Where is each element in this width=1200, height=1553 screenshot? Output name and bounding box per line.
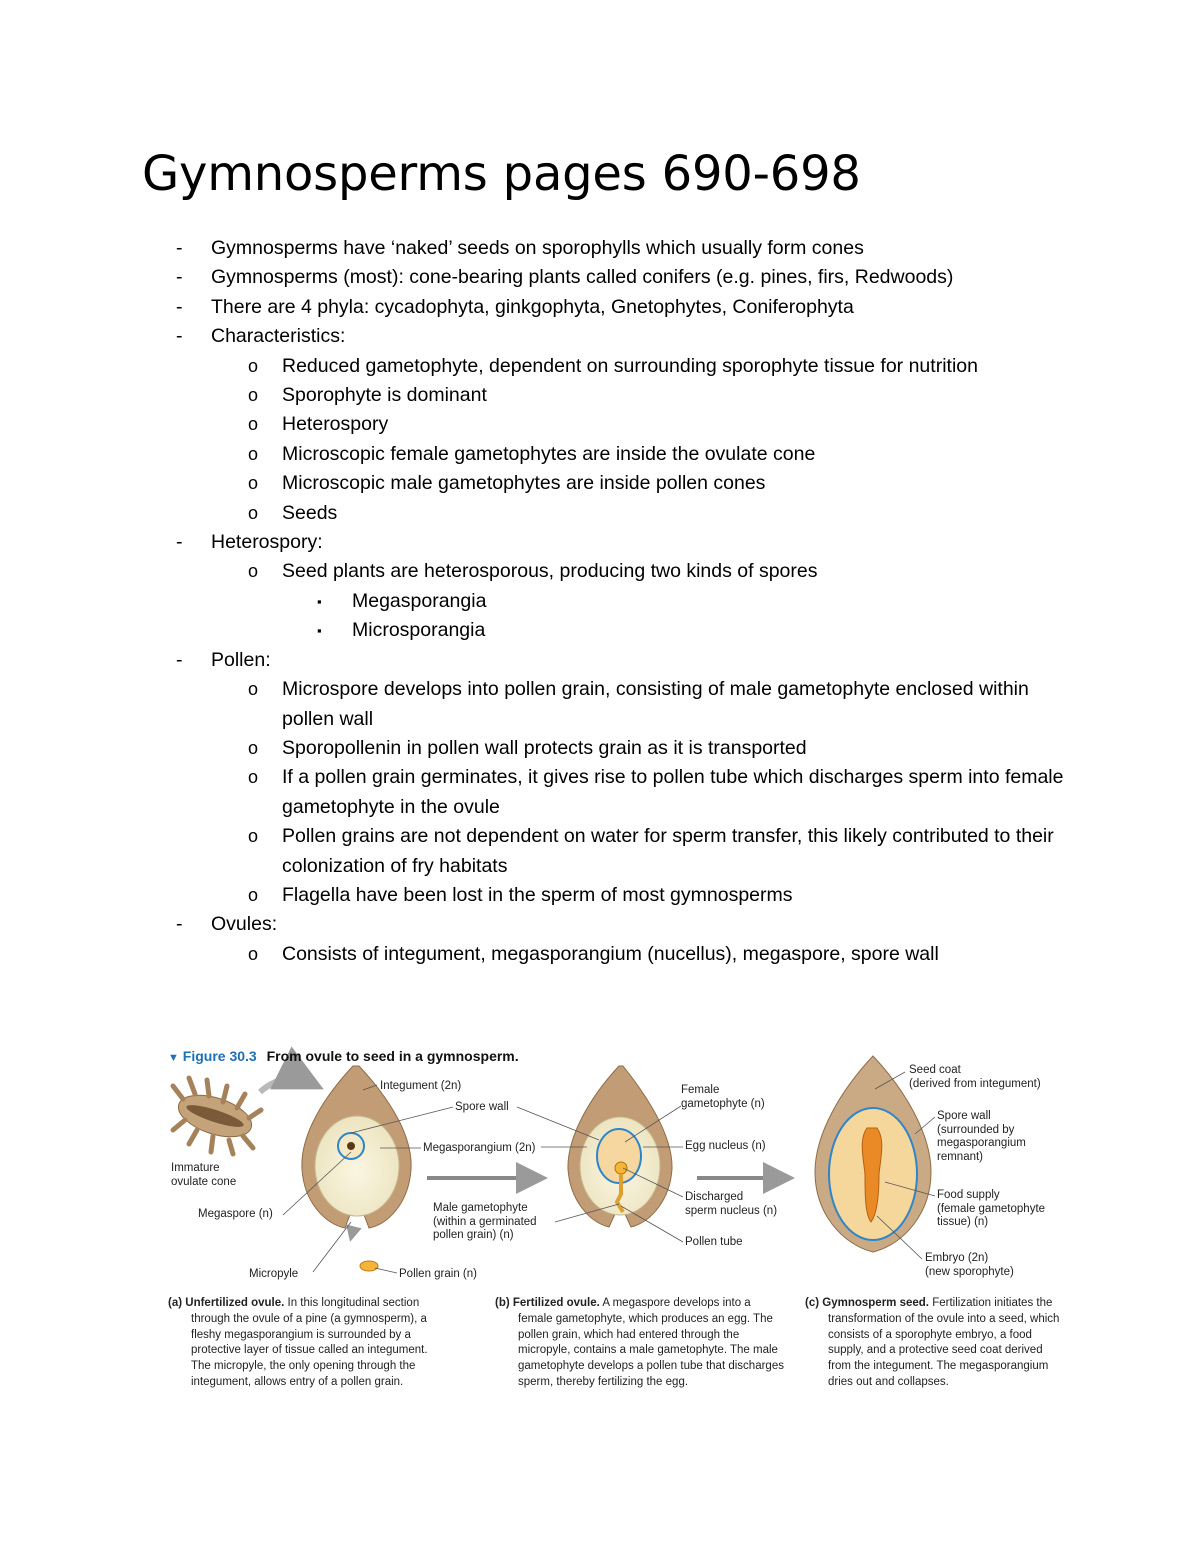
list-item-text: Pollen grains are not dependent on water for sperm transfer, this likely contributed to their colonization of fry habitats [282,825,1054,877]
label-immature-cone: Immature ovulate cone [171,1162,237,1188]
circle-bullet: o [248,943,259,964]
list-item [0,646,1200,675]
list-item [0,616,1200,645]
list-item-text: Consists of integument, megasporangium (nucellus), megaspore, spore wall [282,942,939,965]
list-item-text: There are 4 phyla: cycadophyta, ginkgophyta, Gnetophytes, Coniferophyta [211,295,854,318]
label-megaspore: Megaspore (n) [198,1208,273,1220]
immature-cone-drawing [173,1078,261,1154]
list-item [0,763,1200,822]
circle-bullet: o [248,826,259,847]
list-item-text: Microscopic female gametophytes are inside the ovulate cone [282,442,816,465]
caption-a [168,1296,440,1391]
caption-b-text: A megaspore develops into a female gametophyte, which produces an egg. The pollen grain, which had entered through the micropyle, contains a male gametophyte. The male gametophyte develops a pollen tube that discharges sperm, thereby fertilizing the egg. [518,1297,784,1388]
square-bullet: ▪ [317,593,322,609]
dash-bullet: - [176,295,183,318]
list-item [0,499,1200,528]
list-item [0,528,1200,557]
label-micropyle: Micropyle [249,1268,299,1280]
circle-bullet: o [248,561,259,582]
label-female-gametophyte: Female gametophyte (n) [681,1084,765,1110]
list-item [0,352,1200,381]
list-item [0,910,1200,939]
circle-bullet: o [248,679,259,700]
list-item [0,587,1200,616]
list-item-text: Gymnosperms have ‘naked’ seeds on sporophylls which usually form cones [211,237,864,259]
list-item-text: Pollen: [211,648,271,671]
circle-bullet: o [248,355,259,376]
list-item-text: If a pollen grain germinates, it gives rise to pollen tube which discharges sperm into female gametophyte in the ovule [282,766,1064,818]
caption-b-letter: (b) [495,1297,510,1309]
caption-c-title: Gymnosperm seed. [822,1297,929,1309]
circle-bullet: o [248,767,259,788]
label-embryo: Embryo (2n) (new sporophyte) [925,1252,1014,1278]
caption-a-text: In this longitudinal section through the ovule of a pine (a gymnosperm), a fleshy megasporangium is surrounded by a protective layer of tissue called an integument. The micropyle, the only opening through the integument, allows entry of a pollen grain. [191,1297,428,1388]
label-egg-nucleus: Egg nucleus (n) [685,1140,766,1152]
list-item-text: Reduced gametophyte, dependent on surrounding sporophyte tissue for nutrition [282,354,978,377]
figure-heading [168,1048,519,1064]
pollen-grain-drawing [351,1230,378,1271]
list-item-text: Heterospory [282,413,389,436]
list-item [0,410,1200,439]
dash-bullet: - [176,648,183,671]
caption-b-title: Fertilized ovule. [512,1297,600,1309]
figure-title: From ovule to seed in a gymnosperm. [266,1048,519,1064]
label-integument: Integument (2n) [380,1080,462,1092]
list-item-text: Sporophyte is dominant [282,384,487,407]
list-item [0,440,1200,469]
label-discharged-sperm: Discharged sperm nucleus (n) [685,1191,778,1217]
caption-b [495,1296,785,1391]
label-spore-wall-a: Spore wall [455,1101,509,1113]
circle-bullet: o [248,443,259,464]
caption-a-title: Unfertilized ovule. [185,1297,285,1309]
list-item [0,881,1200,910]
list-item-text: Seed plants are heterosporous, producing two kinds of spores [282,560,818,583]
caption-c-text: Fertilization initiates the transformation of the ovule into a seed, which consists of a sporophyte embryo, a food supply, and a protective seed coat derived from the integument. The megasporangium dries out and collapses. [828,1297,1060,1388]
notes-list [0,234,1200,969]
label-spore-wall-c: Spore wall (surrounded by megasporangium remnant) [937,1110,1026,1163]
list-item-text: Seeds [282,501,338,524]
list-item [0,234,1200,263]
page-title: Gymnosperms pages 690-698 [142,146,861,202]
caption-a-letter: (a) [168,1297,183,1309]
dash-bullet: - [176,531,183,554]
curved-arrow [260,1079,313,1092]
dash-bullet: - [176,237,183,259]
figure-number: Figure 30.3 [182,1048,257,1064]
circle-bullet: o [248,737,259,758]
list-item [0,822,1200,881]
circle-bullet: o [248,385,259,406]
triangle-icon: ▼ [168,1052,179,1064]
label-megasporangium: Megasporangium (2n) [423,1142,536,1154]
list-item [0,381,1200,410]
circle-bullet: o [248,502,259,523]
circle-bullet: o [248,473,259,494]
dash-bullet: - [176,913,183,936]
list-item [0,263,1200,292]
list-item-text: Microscopic male gametophytes are inside pollen cones [282,472,766,495]
list-item-text: Microsporangia [352,619,486,642]
caption-c [805,1296,1067,1391]
label-seed-coat: Seed coat (derived from integument) [909,1064,1041,1090]
label-food-supply: Food supply (female gametophyte tissue) (n) [937,1189,1046,1228]
list-item [0,293,1200,322]
list-item-text: Ovules: [211,913,278,936]
fertilized-ovule-drawing [568,1066,672,1227]
list-item [0,469,1200,498]
circle-bullet: o [248,884,259,905]
list-item [0,734,1200,763]
label-pollen-grain: Pollen grain (n) [399,1268,477,1280]
list-item [0,322,1200,351]
list-item-text: Gymnosperms (most): cone-bearing plants called conifers (e.g. pines, firs, Redwoods) [211,266,954,289]
list-item [0,675,1200,734]
dash-bullet: - [176,325,183,348]
label-male-gametophyte: Male gametophyte (within a germinated pollen grain) (n) [433,1202,537,1241]
square-bullet: ▪ [317,623,322,639]
list-item-text: Sporopollenin in pollen wall protects grain as it is transported [282,736,807,759]
circle-bullet: o [248,414,259,435]
list-item-text: Microspore develops into pollen grain, consisting of male gametophyte enclosed within pollen wall [282,678,1029,730]
list-item-text: Flagella have been lost in the sperm of most gymnosperms [282,883,793,906]
label-pollen-tube: Pollen tube [685,1236,743,1248]
list-item [0,940,1200,969]
list-item-text: Heterospory: [211,531,323,554]
list-item [0,557,1200,586]
list-item-text: Characteristics: [211,325,346,348]
dash-bullet: - [176,266,183,289]
list-item-text: Megasporangia [352,589,487,612]
figure-30-3 [165,1044,1070,1414]
caption-c-letter: (c) [805,1297,820,1309]
